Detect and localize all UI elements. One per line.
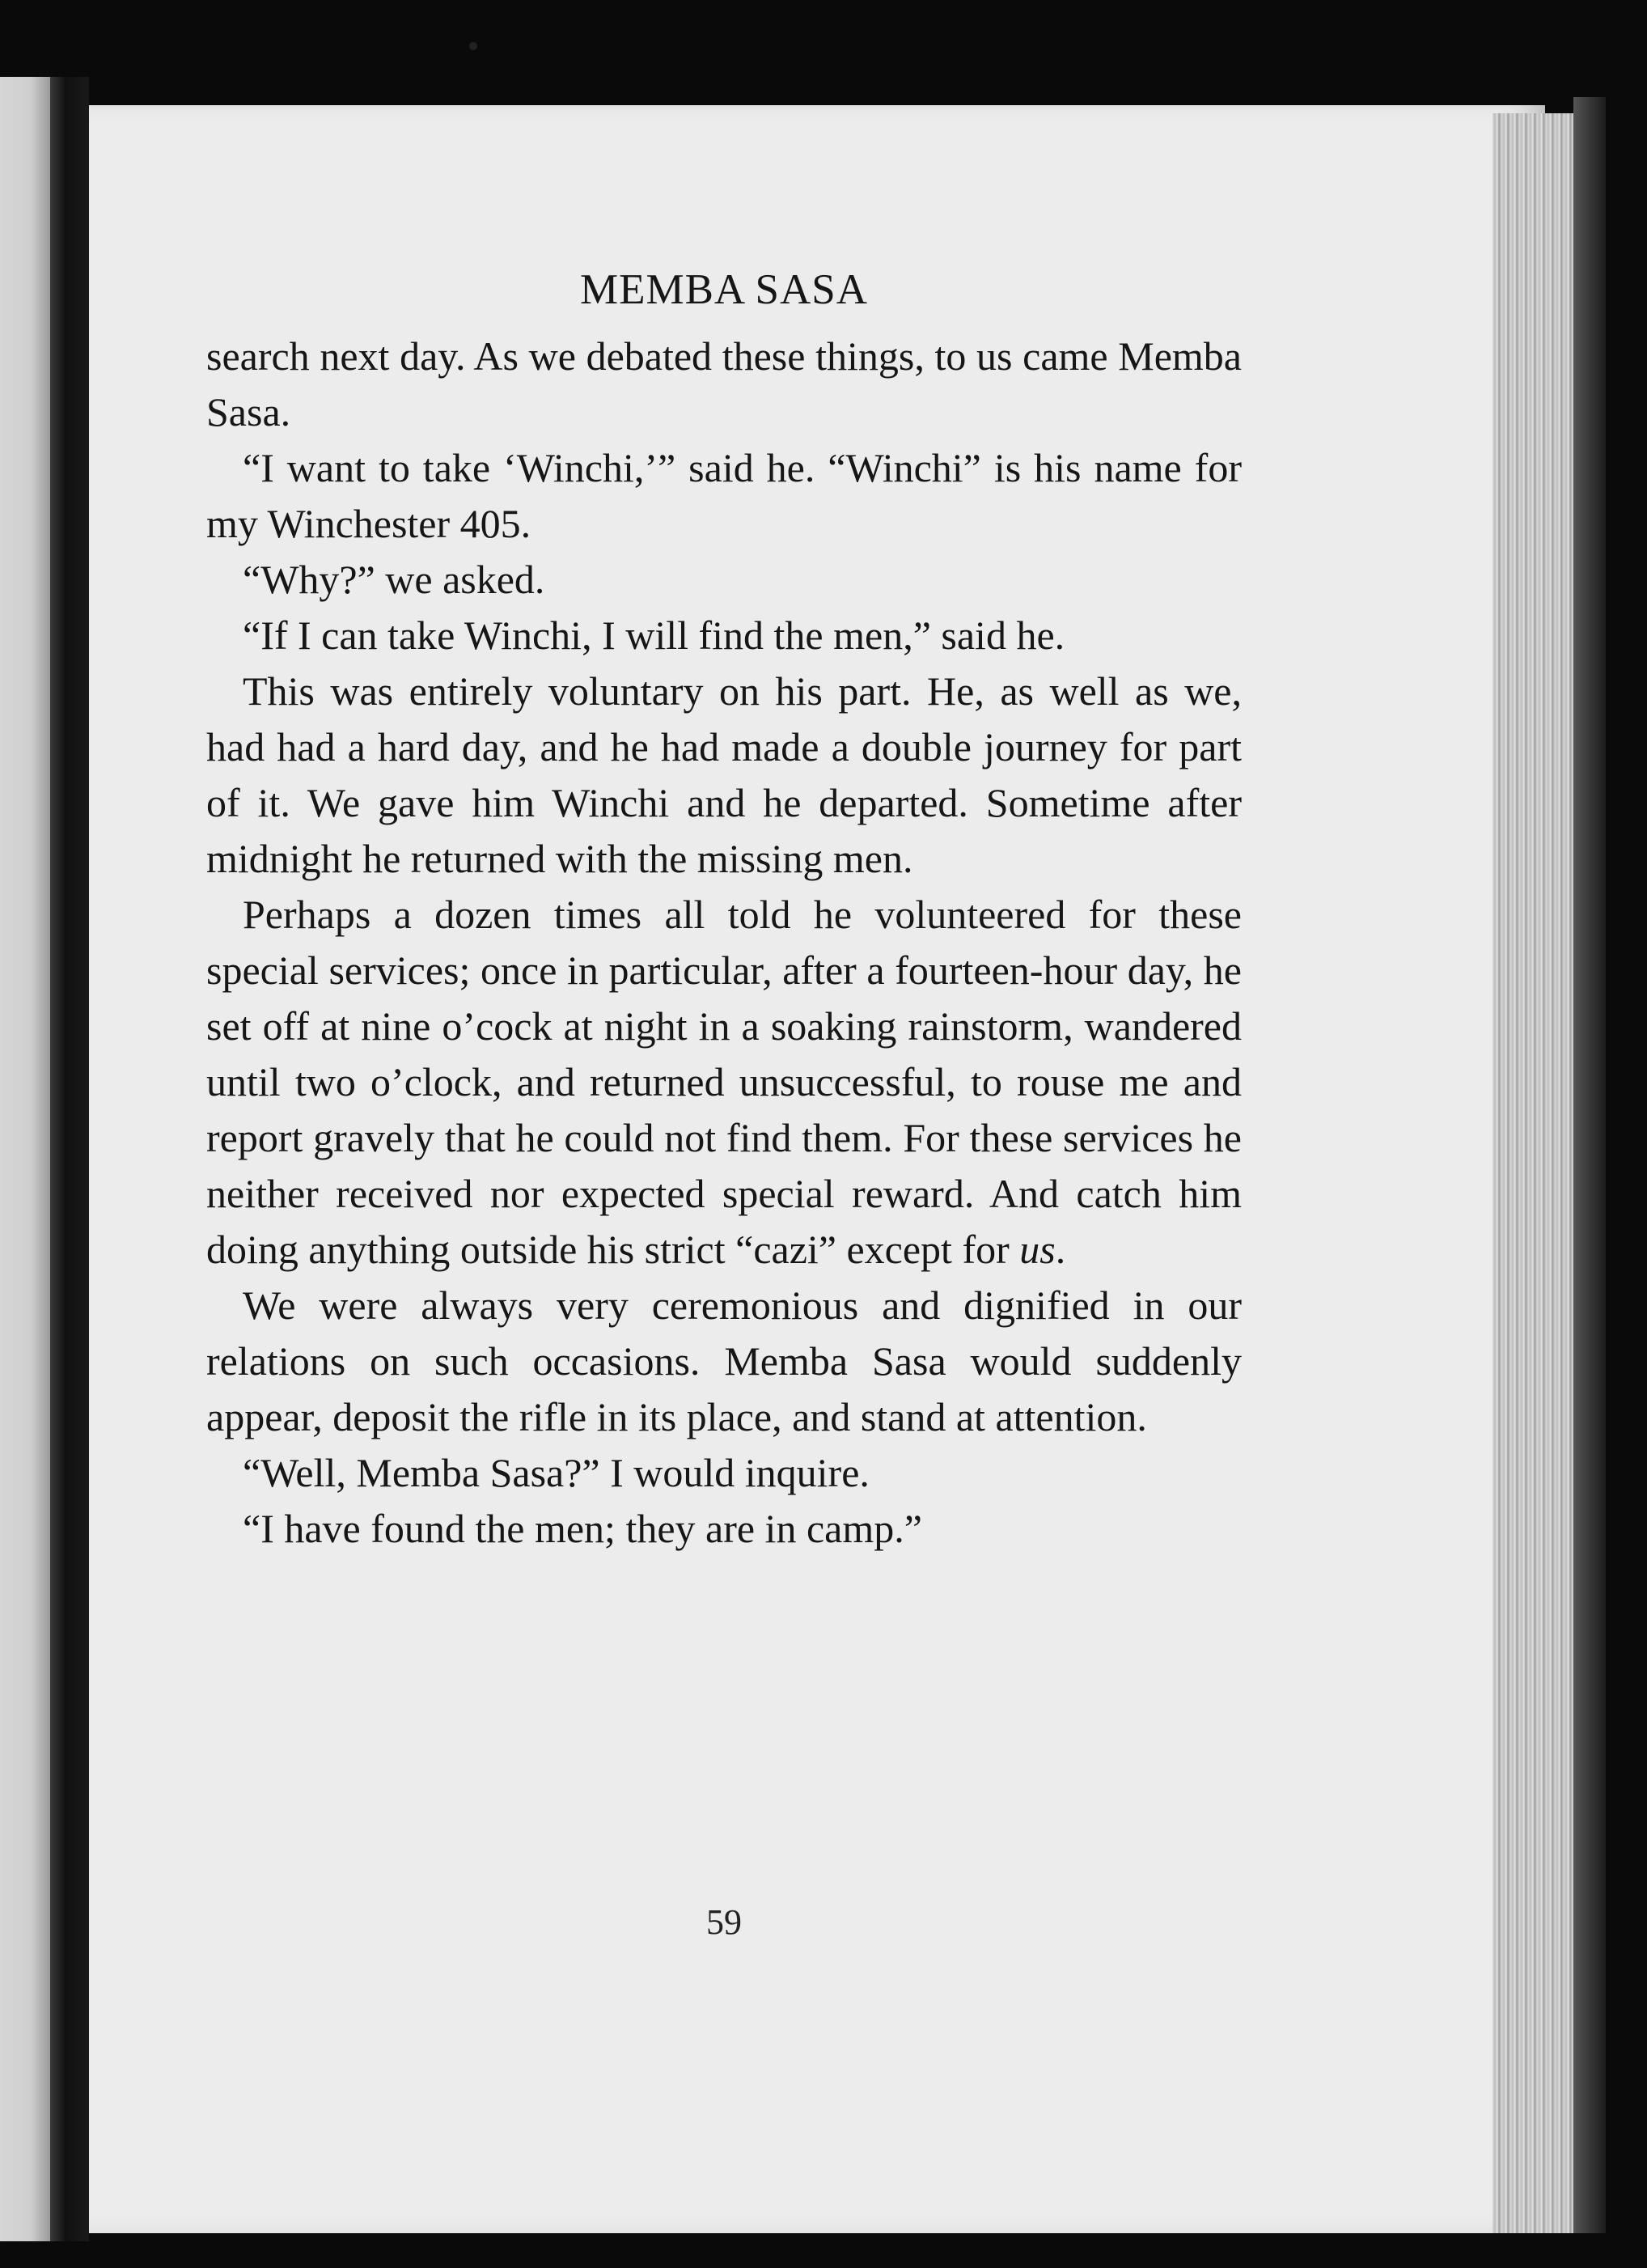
book-cover-edge [1573,97,1606,2233]
paragraph: “Well, Memba Sasa?” I would inquire. [243,1450,870,1495]
text-block [206,265,1242,1557]
paragraph: This was entirely voluntary on his part. He, as well as we, had had a hard day, and he had made a double journey for part of it. We gave him Winchi and he departed. Sometime after midnight he returned with the missing men. [206,668,1242,881]
paragraph: We were always very ceremonious and dignified in our relations on such occasions. Memba Sasa would suddenly appear, deposit the rifle in its place, and stand at attention. [206,1282,1242,1439]
dust-speck [469,42,477,50]
paragraph: “I want to take ‘Winchi,’” said he. “Winchi” is his name for my Winchester 405. [206,445,1242,546]
paragraph-text: Perhaps a dozen times all told he volunteered for these special services; once in particular, after a fourteen-hour day, he set off at nine o’cock at night in a soaking rainstorm, wandered until two o’clock, and returned unsuccessful, to rouse me and report gravely that he could not find them. For these services he neither received nor expected special reward. And catch him doing anything outside his strict “cazi” except for [206,892,1242,1272]
book-gutter [50,77,89,2241]
page-number: 59 [706,1902,742,1942]
facing-page-edge [0,77,50,2241]
italic-word-suffix: . [1055,1227,1066,1272]
page-block-edge [1492,113,1581,2233]
paragraph: “I have found the men; they are in camp.” [243,1506,922,1551]
paragraph [206,887,1242,1278]
paragraph: “Why?” we asked. [243,557,545,602]
running-head: MEMBA SASA [579,266,869,313]
italic-word: us [1019,1227,1056,1272]
paragraph: search next day. As we debated these things, to us came Memba Sasa. [206,333,1242,435]
paragraph: “If I can take Winchi, I will find the men,” said he. [243,613,1065,658]
